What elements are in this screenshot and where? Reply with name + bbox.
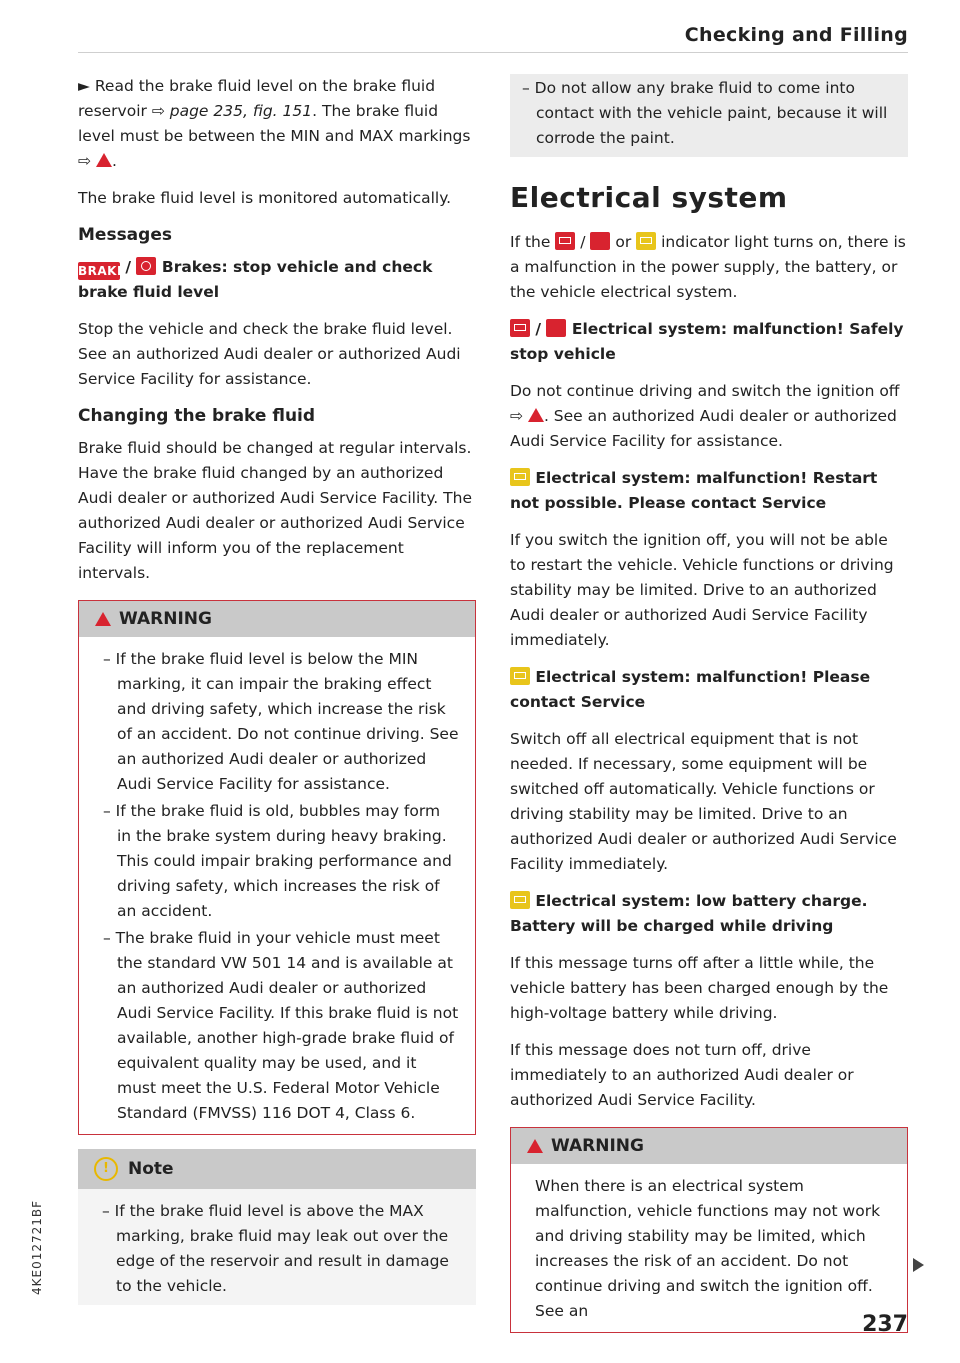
paint-note-box: [510, 74, 908, 157]
battery-yellow-icon: [510, 891, 530, 909]
battery-yellow-icon: [636, 232, 656, 250]
warning-item: – If the brake fluid is old, bubbles may form in the brake system during heavy braking. This could impair braking performance and driving safety, which increases the risk of an accident.: [103, 802, 452, 920]
warning-body: [79, 637, 475, 1134]
electrical-message-4: Electrical system: low battery charge. Battery will be charged while driving: [510, 892, 868, 935]
electrical-message-2: Electrical system: malfunction! Restart not possible. Please contact Service: [510, 469, 878, 512]
monitored-text: The brake fluid level is monitored automatically.: [78, 189, 452, 207]
electrical-message-3: Electrical system: malfunction! Please contact Service: [510, 668, 871, 711]
warning-bar: WARNING: [511, 1128, 907, 1164]
note-bar: ! Note: [78, 1149, 476, 1189]
battery-red-icon: [555, 232, 575, 250]
warning-triangle-icon: [96, 153, 112, 167]
msg4-text: If this message turns off after a little while, the vehicle battery has been charged enough by the high-voltage battery while driving.: [510, 954, 889, 1022]
paint-note: – Do not allow any brake fluid to come into contact with the vehicle paint, because it will corrode the paint.: [522, 79, 888, 147]
msg2-text: If you switch the ignition off, you will not be able to restart the vehicle. Vehicle functions or driving stability may be limited. Drive to an authorized Audi dealer or authorized Audi Service Facility immediately.: [510, 531, 894, 649]
brake-circle-icon: [136, 257, 156, 275]
warning-box-right: [510, 1127, 908, 1333]
changing-brake-fluid-text: Brake fluid should be changed at regular intervals. Have the brake fluid changed by an authorized Audi dealer or authorized Audi Service Facility. The authorized Audi dealer or authorized Audi Service Facility will inform you of the replacement intervals.: [78, 439, 472, 582]
battery-red-icon: [510, 319, 530, 337]
electrical-message-1: / Electrical system: malfunction! Safely stop vehicle: [510, 320, 904, 363]
warning-triangle-icon: [527, 1139, 543, 1153]
info-icon: !: [94, 1157, 118, 1181]
changing-brake-fluid-heading: Changing the brake fluid: [78, 406, 316, 426]
msg3-text: Switch off all electrical equipment that is not needed. If necessary, some equipment will be switched off automatically. Vehicle functions or driving stability may be limited. Drive to an authorized Audi dealer or authorized Audi Service Facility immediately.: [510, 730, 897, 873]
msg4-text-2: If this message does not turn off, drive immediately to an authorized Audi dealer or authorized Audi Service Facility.: [510, 1041, 854, 1109]
note-body: [78, 1189, 476, 1305]
warning-item: – The brake fluid in your vehicle must meet the standard VW 501 14 and is available at an authorized Audi dealer or authorized Audi Service Facility. If this brake fluid is not available, another high-grade brake fluid of equivalent quality may be used, and it must meet the U.S. Federal Motor Vehicle Standard (FMVSS) 116 DOT 4, Class 6.: [103, 929, 459, 1122]
brake-warning-icon: BRAKE: [78, 264, 126, 278]
page-reference-link[interactable]: page 235, fig. 151: [169, 102, 313, 120]
battery-yellow-icon: [510, 468, 530, 486]
right-column: [510, 74, 908, 1347]
messages-heading: Messages: [78, 225, 172, 245]
brake-message: BRAKE / Brakes: stop vehicle and check brake fluid level: [78, 258, 433, 301]
warning-bar: WARNING: [79, 601, 475, 637]
electrical-red-icon: [590, 232, 610, 250]
document-code: 4KE012721BF: [30, 1199, 44, 1295]
intro-paragraph: ► Read the brake fluid level on the brake fluid reservoir ⇨ page 235, fig. 151. The brake fluid level must be between the MIN and MAX markings ⇨ .: [78, 77, 471, 170]
warning-box-left: [78, 600, 476, 1135]
battery-yellow-icon: [510, 667, 530, 685]
note-item: – If the brake fluid level is above the MAX marking, brake fluid may leak out over the edge of the reservoir and result in damage to the vehicle.: [102, 1202, 449, 1295]
section-header-title: Checking and Filling: [684, 24, 908, 46]
note-box: [78, 1149, 476, 1305]
warning-triangle-icon: [95, 612, 111, 626]
warning-item: – If the brake fluid level is below the MIN marking, it can impair the braking effect and driving safety, which increase the risk of an accident. Do not continue driving. See an authorized Audi dealer or authorized Audi Service Facility for assistance.: [103, 650, 459, 793]
indicator-paragraph: If the / or indicator light turns on, there is a malfunction in the power supply, the battery, or the vehicle electrical system.: [510, 233, 906, 301]
continue-arrow-icon: [913, 1258, 924, 1272]
electrical-red-icon: [546, 319, 566, 337]
header-rule: [78, 52, 908, 53]
warning-triangle-icon: [528, 408, 544, 422]
left-column: [78, 74, 476, 1305]
msg1-text: Do not continue driving and switch the ignition off ⇨ . See an authorized Audi dealer or authorized Audi Service Facility for assistance.: [510, 382, 900, 450]
page-number: 237: [862, 1312, 908, 1337]
warning-text: When there is an electrical system malfunction, vehicle functions may not work and driving stability may be limited, which increases the risk of an accident. Do not continue driving and switch the ignition off. See an: [535, 1177, 881, 1320]
stop-vehicle-text: Stop the vehicle and check the brake fluid level. See an authorized Audi dealer or authorized Audi Service Facility for assistance.: [78, 320, 461, 388]
warning-body: [511, 1164, 907, 1332]
electrical-system-heading: Electrical system: [510, 181, 788, 214]
